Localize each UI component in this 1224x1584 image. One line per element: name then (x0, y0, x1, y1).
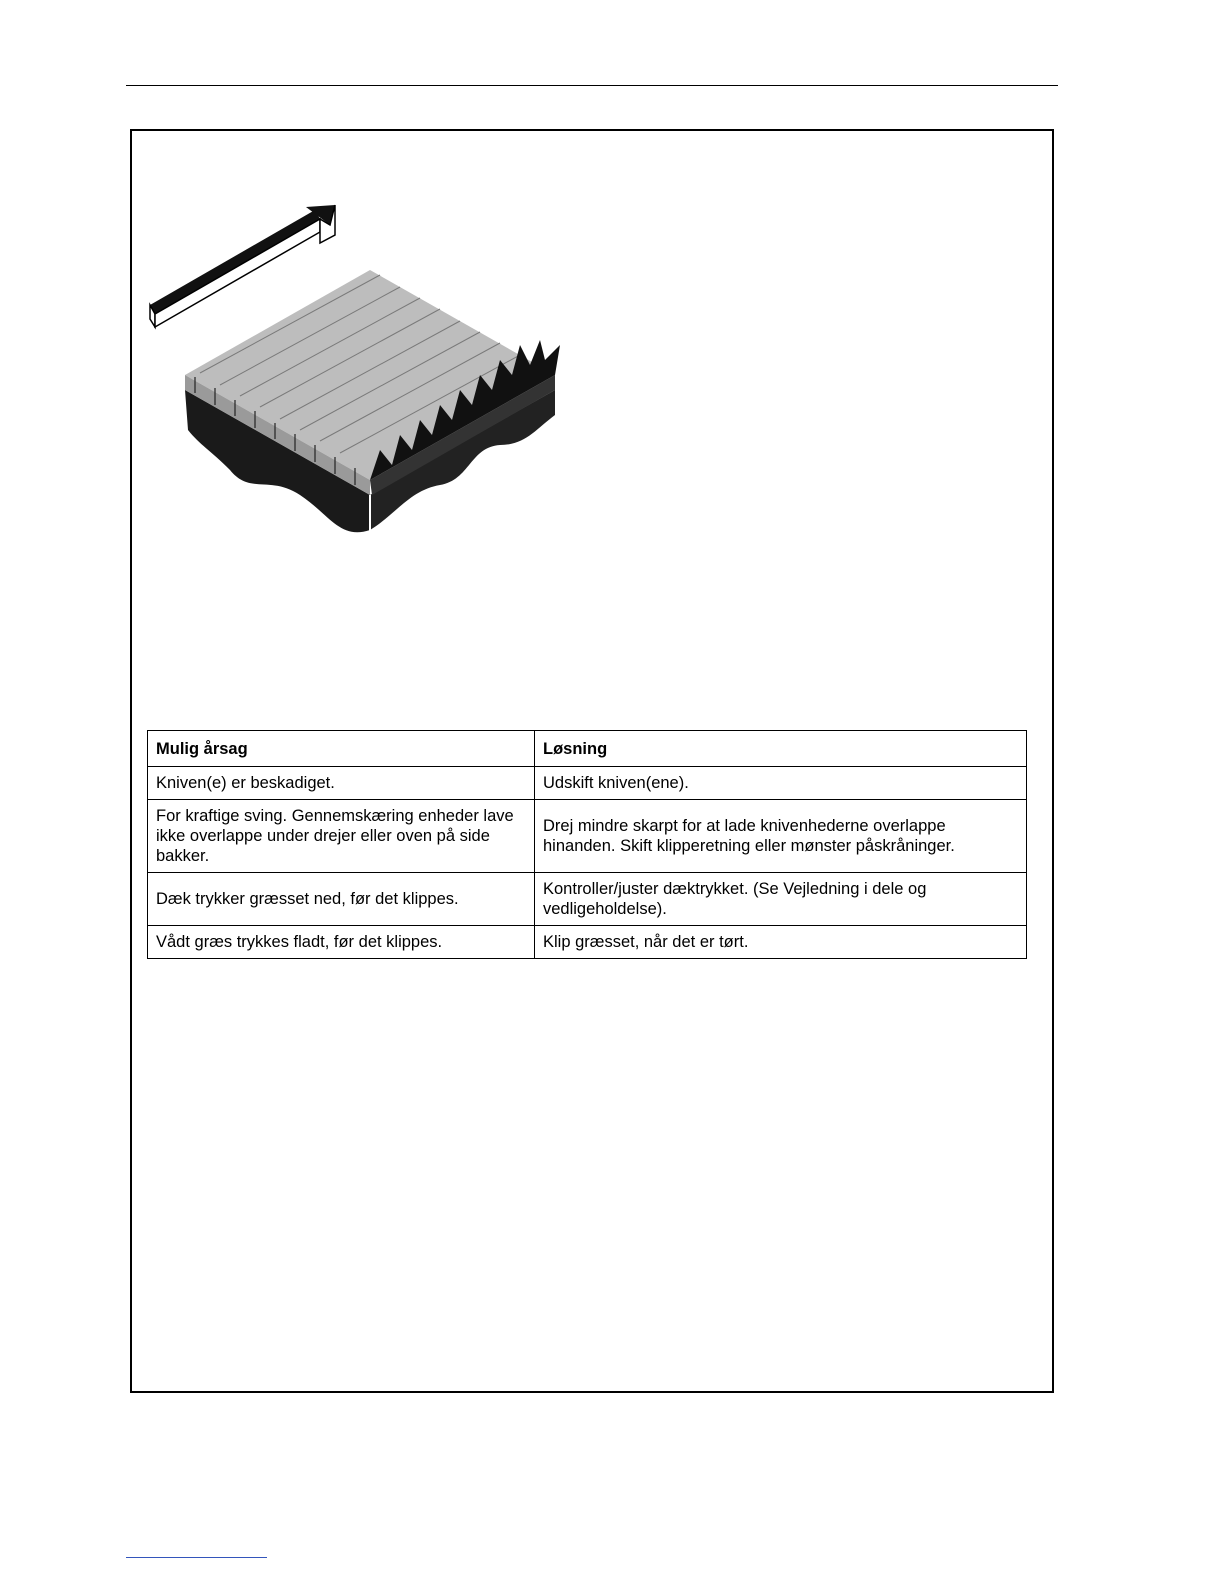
column-header-cause: Mulig årsag (148, 731, 535, 767)
cause-cell: For kraftige sving. Gennemskæring enheder lave ikke overlappe under drejer eller oven på side bakker. (148, 800, 535, 873)
solution-cell: Drej mindre skarpt for at lade knivenhederne overlappe hinanden. Skift klipperetning eller mønster påskråninger. (535, 800, 1027, 873)
solution-cell: Udskift kniven(ene). (535, 767, 1027, 800)
cause-cell: Dæk trykker græsset ned, før det klippes. (148, 873, 535, 926)
header-rule (126, 85, 1058, 86)
table-row (148, 800, 1027, 873)
cause-cell: Kniven(e) er beskadiget. (148, 767, 535, 800)
cut-grass-direction-illustration (140, 195, 580, 540)
table-row (148, 926, 1027, 959)
table-row (148, 873, 1027, 926)
cause-cell: Vådt græs trykkes fladt, før det klippes. (148, 926, 535, 959)
solution-cell: Klip græsset, når det er tørt. (535, 926, 1027, 959)
column-header-solution: Løsning (535, 731, 1027, 767)
table-row (148, 767, 1027, 800)
troubleshooting-table (147, 730, 1027, 959)
solution-cell: Kontroller/juster dæktrykket. (Se Vejledning i dele og vedligeholdelse). (535, 873, 1027, 926)
table-header-row (148, 731, 1027, 767)
footer-link-rule (126, 1557, 267, 1558)
